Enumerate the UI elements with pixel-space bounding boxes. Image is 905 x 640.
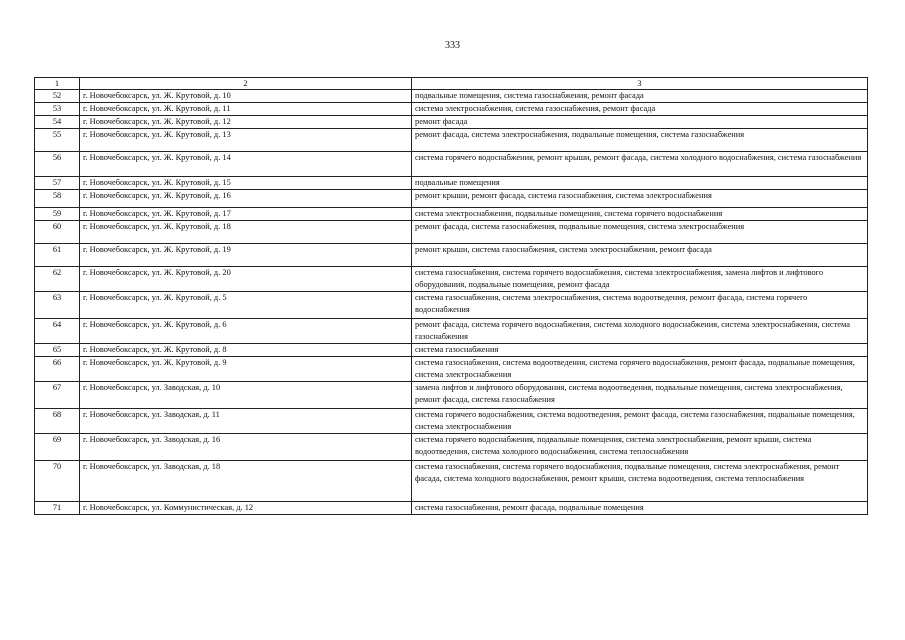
works-cell: система горячего водоснабжения, ремонт крыши, ремонт фасада, система холодного водоснабжения, система газоснабжения	[412, 152, 868, 177]
address-cell: г. Новочебоксарск, ул. Ж. Крутовой, д. 10	[80, 90, 412, 103]
table-row	[35, 409, 868, 434]
row-number-cell: 60	[35, 221, 80, 244]
works-cell: ремонт крыши, ремонт фасада, система газоснабжения, система электроснабжения	[412, 190, 868, 208]
address-cell: г. Новочебоксарск, ул. Ж. Крутовой, д. 15	[80, 177, 412, 190]
address-cell: г. Новочебоксарск, ул. Ж. Крутовой, д. 19	[80, 244, 412, 267]
address-cell: г. Новочебоксарск, ул. Ж. Крутовой, д. 12	[80, 116, 412, 129]
row-number-cell: 54	[35, 116, 80, 129]
table-row	[35, 357, 868, 382]
table-row	[35, 103, 868, 116]
address-cell: г. Новочебоксарск, ул. Ж. Крутовой, д. 6	[80, 319, 412, 344]
works-cell: ремонт фасада, система горячего водоснабжения, система холодного водоснабжения, система электроснабжения, система газоснабжения	[412, 319, 868, 344]
address-cell: г. Новочебоксарск, ул. Коммунистическая, д. 12	[80, 502, 412, 515]
row-number-cell: 56	[35, 152, 80, 177]
table-row	[35, 90, 868, 103]
works-cell: ремонт крыши, система газоснабжения, система электроснабжения, ремонт фасада	[412, 244, 868, 267]
row-number-cell: 68	[35, 409, 80, 434]
works-cell: система электроснабжения, подвальные помещения, система горячего водоснабжения	[412, 208, 868, 221]
row-number-cell: 63	[35, 292, 80, 319]
row-number-cell: 65	[35, 344, 80, 357]
column-header-address: 2	[80, 78, 412, 90]
address-cell: г. Новочебоксарск, ул. Ж. Крутовой, д. 5	[80, 292, 412, 319]
table-row	[35, 319, 868, 344]
works-table	[34, 77, 868, 515]
column-header-number: 1	[35, 78, 80, 90]
table-row	[35, 190, 868, 208]
table-row	[35, 461, 868, 502]
works-cell: система газоснабжения, система горячего водоснабжения, подвальные помещения, система электроснабжения, ремонт фасада, система холодного водоснабжения, ремонт крыши, система водоотведения, система теплоснабжения	[412, 461, 868, 502]
address-cell: г. Новочебоксарск, ул. Ж. Крутовой, д. 13	[80, 129, 412, 152]
table-row	[35, 129, 868, 152]
table-row	[35, 344, 868, 357]
works-cell: система газоснабжения, ремонт фасада, подвальные помещения	[412, 502, 868, 515]
table-row	[35, 244, 868, 267]
works-table-body	[35, 78, 868, 515]
row-number-cell: 71	[35, 502, 80, 515]
address-cell: г. Новочебоксарск, ул. Ж. Крутовой, д. 9	[80, 357, 412, 382]
table-row	[35, 382, 868, 409]
works-cell: ремонт фасада, система электроснабжения, подвальные помещения, система газоснабжения	[412, 129, 868, 152]
table-row	[35, 177, 868, 190]
table-header-row	[35, 78, 868, 90]
table-row	[35, 116, 868, 129]
row-number-cell: 70	[35, 461, 80, 502]
row-number-cell: 52	[35, 90, 80, 103]
table-row	[35, 267, 868, 292]
column-header-works: 3	[412, 78, 868, 90]
row-number-cell: 58	[35, 190, 80, 208]
table-row	[35, 502, 868, 515]
address-cell: г. Новочебоксарск, ул. Ж. Крутовой, д. 17	[80, 208, 412, 221]
works-cell: система газоснабжения, система горячего водоснабжения, система электроснабжения, замена лифтов и лифтового оборудования, подвальные помещения, ремонт фасада	[412, 267, 868, 292]
works-cell: система газоснабжения, система электроснабжения, система водоотведения, ремонт фасада, система горячего водоснабжения	[412, 292, 868, 319]
works-cell: замена лифтов и лифтового оборудования, система водоотведения, подвальные помещения, система электроснабжения, ремонт фасада, система газоснабжения	[412, 382, 868, 409]
row-number-cell: 67	[35, 382, 80, 409]
row-number-cell: 69	[35, 434, 80, 461]
row-number-cell: 57	[35, 177, 80, 190]
works-cell: система газоснабжения	[412, 344, 868, 357]
works-cell: ремонт фасада, система газоснабжения, подвальные помещения, система электроснабжения	[412, 221, 868, 244]
address-cell: г. Новочебоксарск, ул. Ж. Крутовой, д. 20	[80, 267, 412, 292]
works-cell: ремонт фасада	[412, 116, 868, 129]
address-cell: г. Новочебоксарск, ул. Ж. Крутовой, д. 14	[80, 152, 412, 177]
address-cell: г. Новочебоксарск, ул. Заводская, д. 11	[80, 409, 412, 434]
table-row	[35, 208, 868, 221]
row-number-cell: 61	[35, 244, 80, 267]
row-number-cell: 59	[35, 208, 80, 221]
address-cell: г. Новочебоксарск, ул. Ж. Крутовой, д. 16	[80, 190, 412, 208]
works-cell: система газоснабжения, система водоотведения, система горячего водоснабжения, ремонт фасада, подвальные помещения, система электроснабжения	[412, 357, 868, 382]
works-cell: подвальные помещения	[412, 177, 868, 190]
works-cell: система горячего водоснабжения, система водоотведения, ремонт фасада, система газоснабжения, подвальные помещения, система электроснабжения	[412, 409, 868, 434]
address-cell: г. Новочебоксарск, ул. Ж. Крутовой, д. 11	[80, 103, 412, 116]
works-cell: система горячего водоснабжения, подвальные помещения, система электроснабжения, ремонт крыши, система водоотведения, система холодного водоснабжения, система теплоснабжения	[412, 434, 868, 461]
address-cell: г. Новочебоксарск, ул. Ж. Крутовой, д. 18	[80, 221, 412, 244]
row-number-cell: 55	[35, 129, 80, 152]
address-cell: г. Новочебоксарск, ул. Ж. Крутовой, д. 8	[80, 344, 412, 357]
row-number-cell: 53	[35, 103, 80, 116]
address-cell: г. Новочебоксарск, ул. Заводская, д. 10	[80, 382, 412, 409]
row-number-cell: 62	[35, 267, 80, 292]
row-number-cell: 64	[35, 319, 80, 344]
address-cell: г. Новочебоксарск, ул. Заводская, д. 18	[80, 461, 412, 502]
table-row	[35, 221, 868, 244]
table-row	[35, 434, 868, 461]
table-row	[35, 152, 868, 177]
page-number: 333	[445, 40, 460, 51]
address-cell: г. Новочебоксарск, ул. Заводская, д. 16	[80, 434, 412, 461]
table-row	[35, 292, 868, 319]
works-cell: подвальные помещения, система газоснабжения, ремонт фасада	[412, 90, 868, 103]
works-cell: система электроснабжения, система газоснабжения, ремонт фасада	[412, 103, 868, 116]
row-number-cell: 66	[35, 357, 80, 382]
